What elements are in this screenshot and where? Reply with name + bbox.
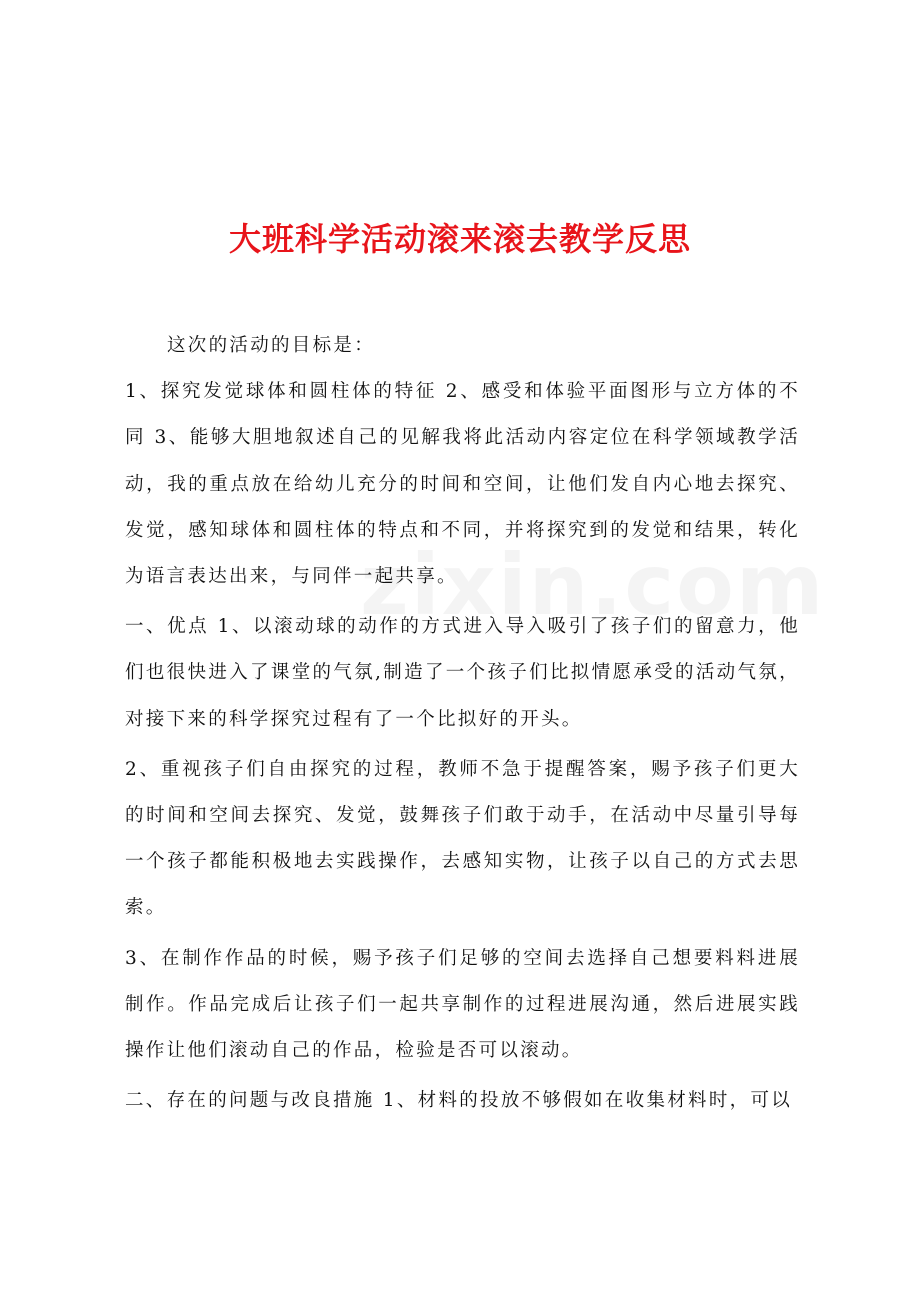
document-title: 大班科学活动滚来滚去教学反思 <box>228 220 691 259</box>
paragraph-strength-1: 一、优点 1、以滚动球的动作的方式进入导入吸引了孩子们的留意力，他们也很快进入了课堂的气氛,制造了一个孩子们比拟情愿承受的活动气氛，对接下来的科学探究过程有了一个比拟好的开头。 <box>125 616 800 730</box>
document-body <box>125 323 800 1124</box>
paragraph-intro: 这次的活动的目标是： <box>167 335 376 356</box>
paragraph-problems: 二、存在的问题与改良措施 1、材料的投放不够假如在收集材料时，可以 <box>125 1090 793 1112</box>
paragraph-goals: 1、探究发觉球体和圆柱体的特征 2、感受和体验平面图形与立方体的不同 3、能够大胆地叙述自己的见解我将此活动内容定位在科学领域教学活动，我的重点放在给幼儿充分的时间和空间，让他们发自内心地去探究、发觉，感知球体和圆柱体的特点和不同，并将探究到的发觉和结果，转化为语言表达出来，与同伴一起共享。 <box>125 381 800 588</box>
paragraph-strength-3: 3、在制作作品的时候，赐予孩子们足够的空间去选择自己想要料料进展制作。作品完成后让孩子们一起共享制作的过程进展沟通，然后进展实践操作让他们滚动自己的作品，检验是否可以滚动。 <box>125 947 800 1062</box>
paragraph-strength-2: 2、重视孩子们自由探究的过程，教师不急于提醒答案，赐予孩子们更大的时间和空间去探究、发觉，鼓舞孩子们敢于动手，在活动中尽量引导每一个孩子都能积极地去实践操作，去感知实物，让孩子以自己的方式去思索。 <box>125 758 800 919</box>
